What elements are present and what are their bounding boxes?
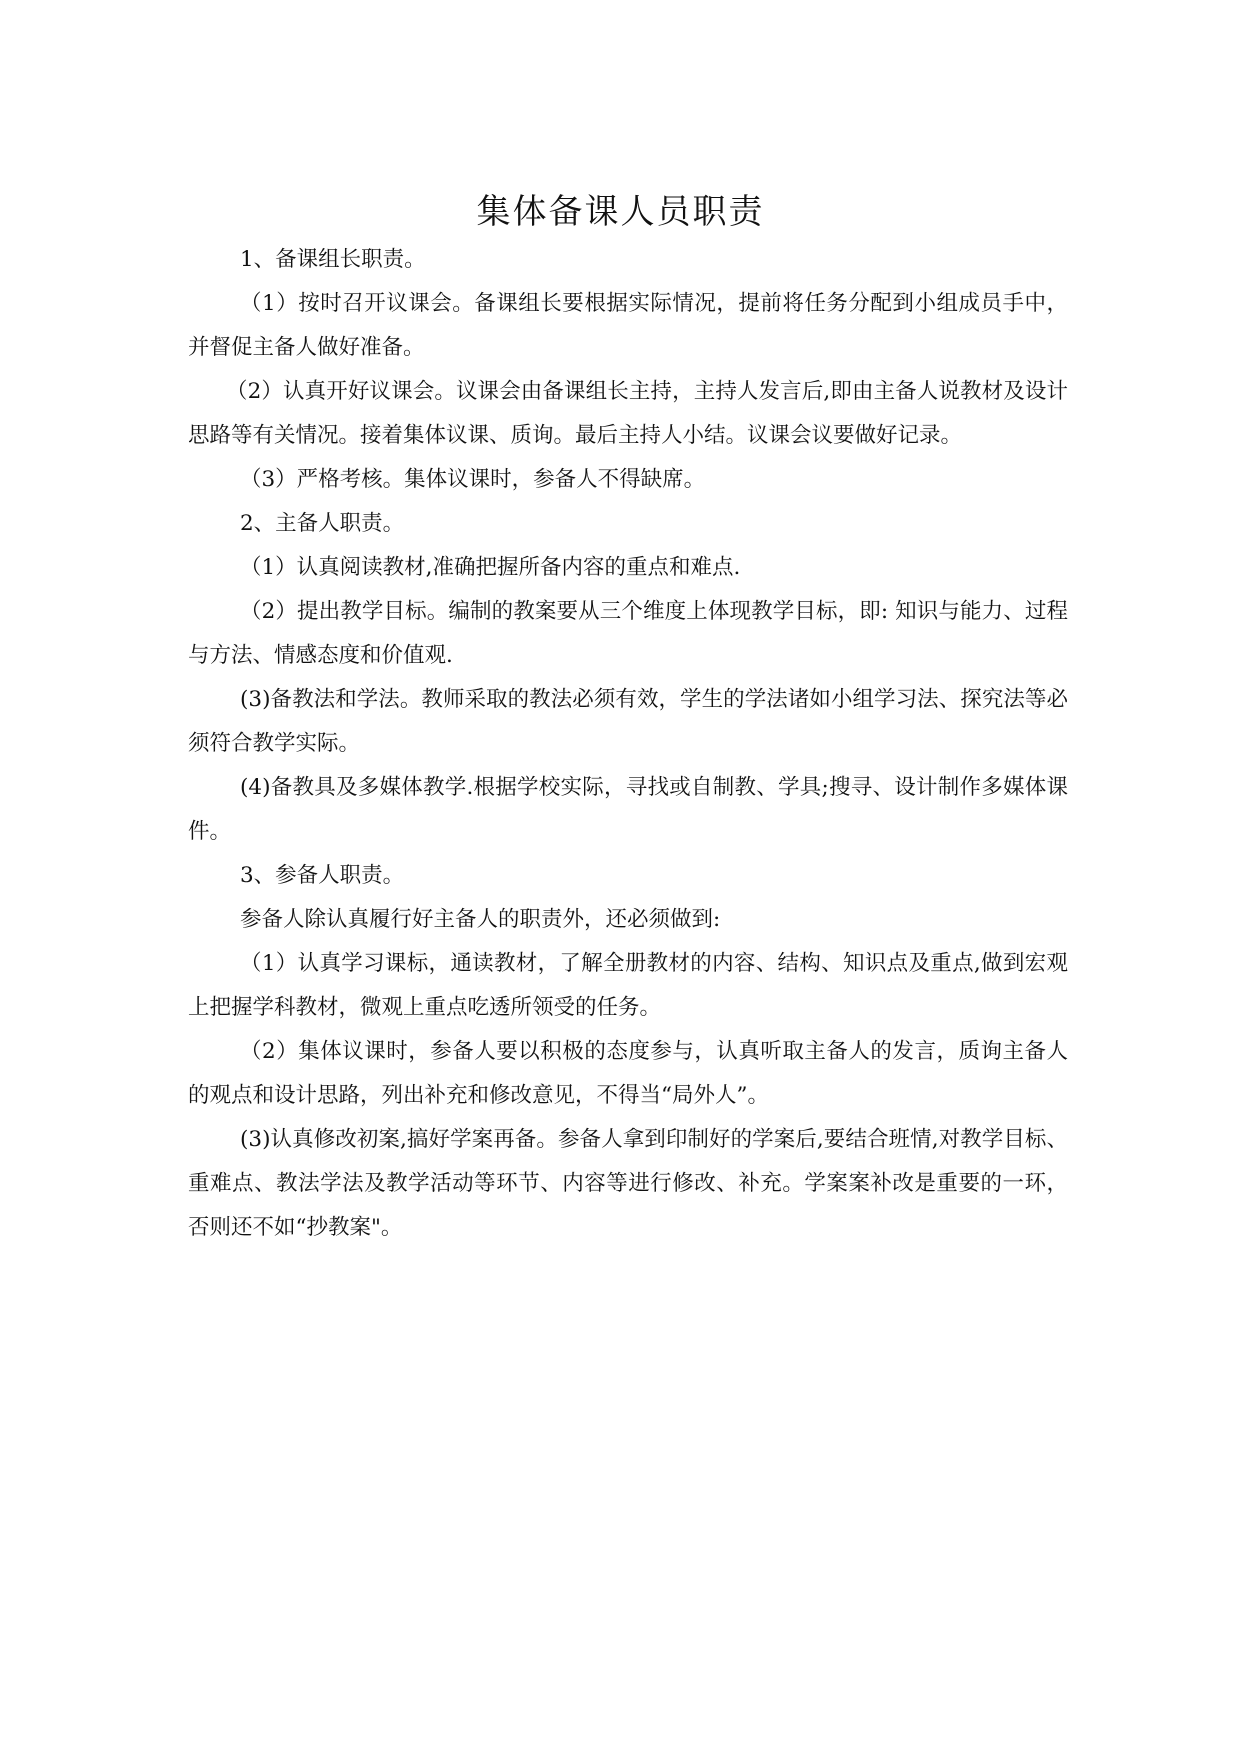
paragraph: (3)认真修改初案,搞好学案再备。参备人拿到印制好的学案后,要结合班情,对教学目标、重难点、教法学法及教学活动等环节、内容等进行修改、补充。学案案补改是重要的一环，否则还不如“抄教案"。 xyxy=(188,1127,1068,1240)
section-heading-2: 2、主备人职责。 xyxy=(240,511,405,536)
paragraph: （1）认真阅读教材,准确把握所备内容的重点和难点. xyxy=(240,555,741,580)
paragraph: （2）提出教学目标。编制的教案要从三个维度上体现教学目标，即: 知识与能力、过程与方法、情感态度和价值观. xyxy=(188,599,1068,668)
paragraph: （2）认真开好议课会。议课会由备课组长主持，主持人发言后,即由主备人说教材及设计思路等有关情况。接着集体议课、质询。最后主持人小结。议课会议要做好记录。 xyxy=(188,379,1068,448)
paragraph: （1）认真学习课标，通读教材，了解全册教材的内容、结构、知识点及重点,做到宏观上把握学科教材，微观上重点吃透所领受的任务。 xyxy=(188,951,1068,1020)
paragraph: (3)备教法和学法。教师采取的教法必须有效，学生的学法诸如小组学习法、探究法等必须符合教学实际。 xyxy=(188,687,1068,756)
paragraph: （3）严格考核。集体议课时，参备人不得缺席。 xyxy=(240,467,706,492)
paragraph: (4)备教具及多媒体教学.根据学校实际，寻找或自制教、学具;搜寻、设计制作多媒体课件。 xyxy=(188,775,1068,844)
paragraph: （2）集体议课时，参备人要以积极的态度参与，认真听取主备人的发言，质询主备人的观点和设计思路，列出补充和修改意见，不得当“局外人”。 xyxy=(188,1039,1068,1108)
paragraph: （1）按时召开议课会。备课组长要根据实际情况，提前将任务分配到小组成员手中，并督促主备人做好准备。 xyxy=(188,291,1068,360)
paragraph: 参备人除认真履行好主备人的职责外，还必须做到: xyxy=(240,907,721,932)
document-title: 集体备课人员职责 xyxy=(476,192,765,232)
document-body xyxy=(188,238,1068,1250)
section-heading-1: 1、备课组长职责。 xyxy=(240,247,426,272)
section-heading-3: 3、参备人职责。 xyxy=(240,863,405,888)
